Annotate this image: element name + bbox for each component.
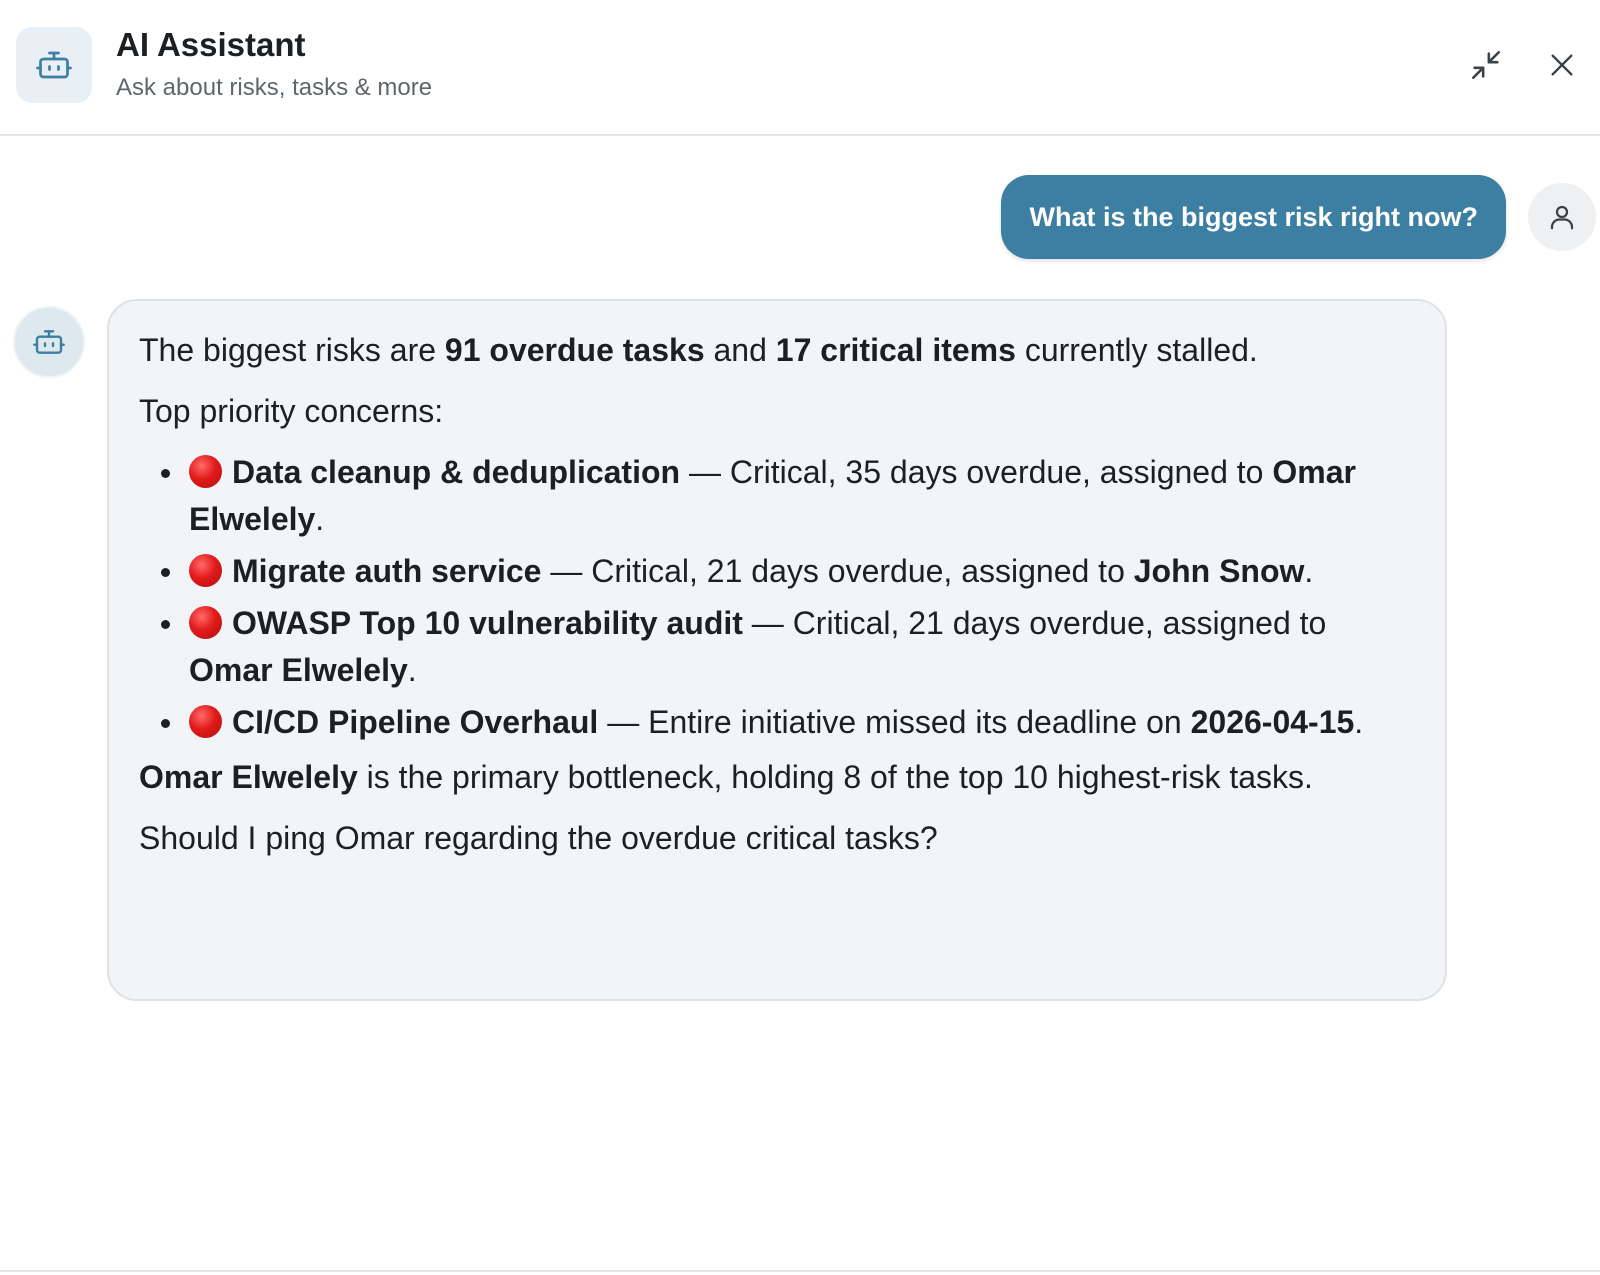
red-circle-icon <box>189 606 222 639</box>
assistant-title: AI Assistant <box>116 26 306 63</box>
red-circle-icon <box>189 455 222 488</box>
concerns-heading: Top priority concerns: <box>139 393 444 429</box>
assistant-subtitle: Ask about risks, tasks & more <box>116 74 433 101</box>
user-message: What is the biggest risk right now? <box>1001 175 1506 259</box>
red-circle-icon <box>189 554 222 587</box>
intro-paragraph: The biggest risks are 91 overdue tasks and 17 critical items currently stalled. <box>139 332 1258 368</box>
bottleneck-paragraph: Omar Elwelely is the primary bottleneck, holding 8 of the top 10 highest-risk tasks. <box>139 759 1313 795</box>
concern-assignee: John Snow <box>1133 553 1305 589</box>
concern-title: CI/CD Pipeline Overhaul <box>232 704 599 740</box>
minimize-button[interactable] <box>1460 39 1512 91</box>
concern-assignee: Omar Elwelely <box>189 652 408 688</box>
concern-deadline: 2026-04-15 <box>1190 704 1355 740</box>
concern-assignee: Omar Elwelely <box>189 454 1356 537</box>
bottleneck-person: Omar Elwelely <box>139 759 358 795</box>
concern-list <box>139 449 1415 746</box>
divider <box>0 1270 1600 1272</box>
concern-title: Migrate auth service <box>232 553 542 589</box>
list-item: OWASP Top 10 vulnerability audit — Critical, 21 days overdue, assigned to Omar Elwelely. <box>139 600 1415 694</box>
critical-count: 17 critical items <box>775 332 1016 368</box>
close-button[interactable] <box>1536 39 1588 91</box>
concern-title: Data cleanup & deduplication <box>232 454 681 490</box>
minimize-icon <box>1469 48 1503 82</box>
assistant-avatar <box>13 306 85 378</box>
assistant-message <box>107 299 1447 1001</box>
robot-icon <box>33 326 65 358</box>
user-icon <box>1547 202 1577 232</box>
concern-title: OWASP Top 10 vulnerability audit <box>232 605 743 641</box>
list-item: Migrate auth service — Critical, 21 days overdue, assigned to John Snow. <box>139 548 1415 595</box>
list-item: Data cleanup & deduplication — Critical, 35 days overdue, assigned to Omar Elwelely. <box>139 449 1415 543</box>
follow-up-question: Should I ping Omar regarding the overdue critical tasks? <box>139 820 938 856</box>
list-item: CI/CD Pipeline Overhaul — Entire initiative missed its deadline on 2026-04-15. <box>139 699 1415 746</box>
robot-icon <box>16 27 92 103</box>
close-icon <box>1546 49 1578 81</box>
user-avatar <box>1528 183 1596 251</box>
red-circle-icon <box>189 705 222 738</box>
chat-header <box>0 0 1600 136</box>
overdue-count: 91 overdue tasks <box>444 332 705 368</box>
